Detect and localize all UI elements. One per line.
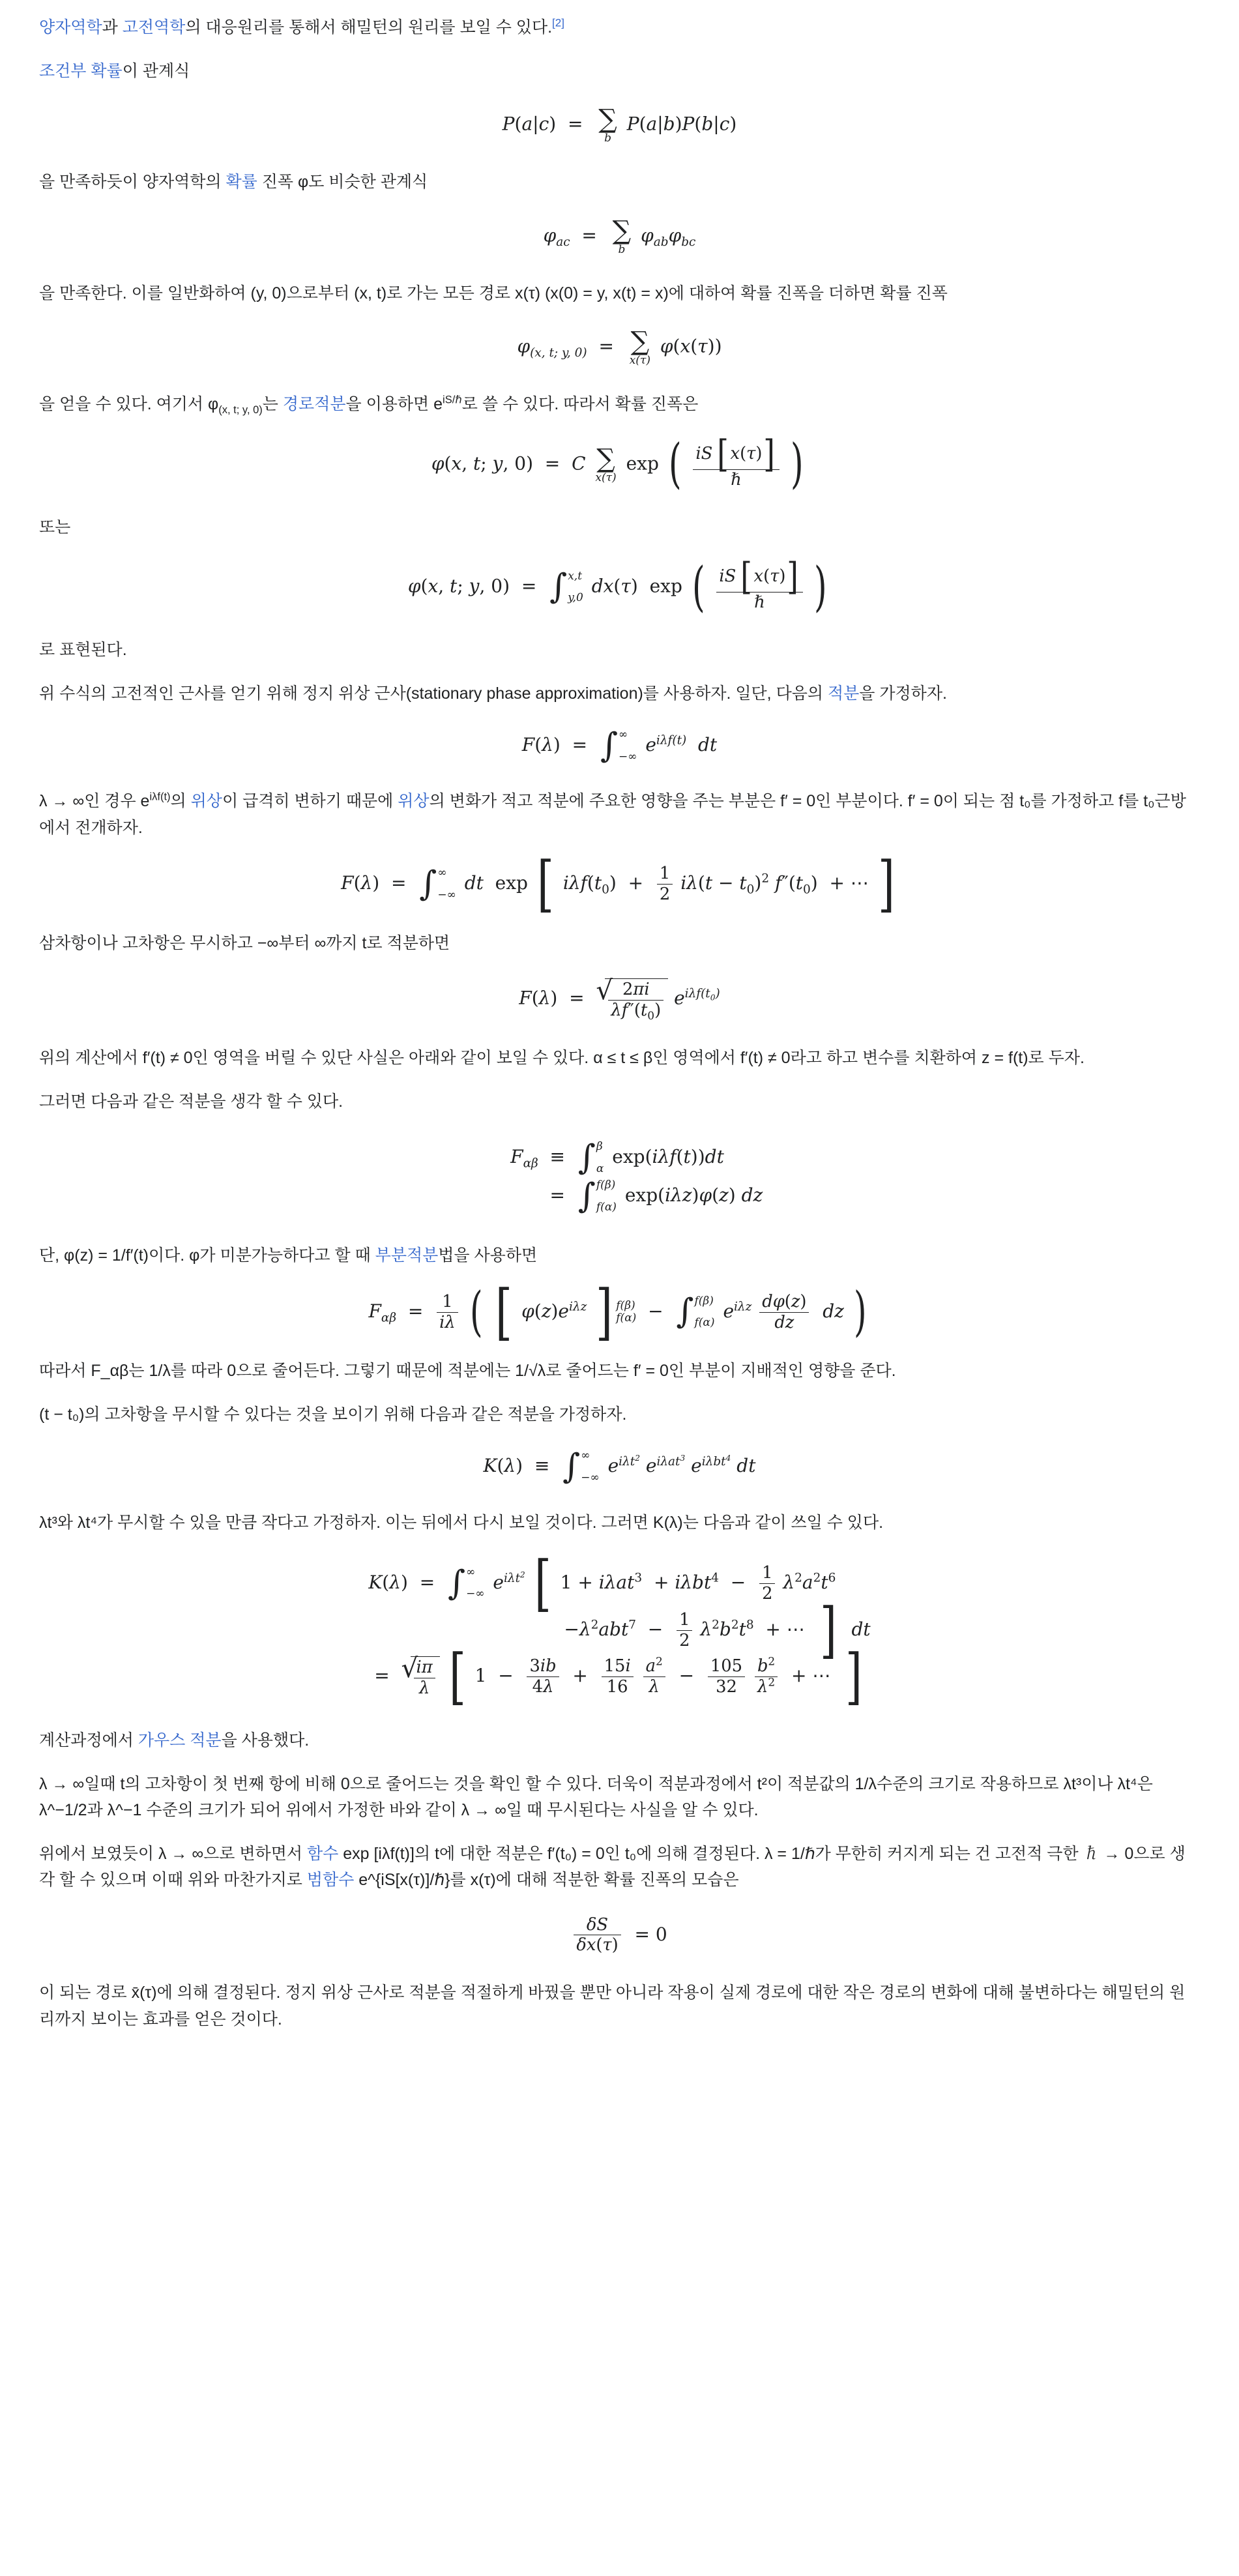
paragraph-16: λt³와 λt⁴가 무시할 수 있을 만큼 작다고 가정하자. 이는 뒤에서 다시 보일 것이다. 그러면 K(λ)는 다음과 같이 쓰일 수 있다. — [39, 1513, 884, 1532]
paragraph-4: 을 만족한다. 이를 일반화하여 (y, 0)으로부터 (x, t)로 가는 모든 경로 x(τ) (x(0) = y, x(t) = x)에 대하여 확률 진폭을 더하면 확률 진폭 — [39, 284, 948, 302]
paragraph-2 — [39, 58, 1200, 85]
paragraph-5-subscript: (x, t; y, 0) — [218, 404, 263, 416]
equation-3: $\varphi_{(x, t; y, 0)}$ = ∑ x(τ) φ(x(τ)) — [517, 327, 722, 367]
paragraph-8 — [39, 681, 1200, 707]
reference-link-2[interactable]: [2] — [552, 16, 564, 29]
equation-13: $\frac{\delta S}{\delta x(\tau)}$ = 0 — [39, 1916, 1200, 1955]
paragraph-13 — [39, 1242, 1200, 1269]
paragraph-19 — [39, 1841, 1200, 1894]
link-functional[interactable]: 범함수 — [306, 1871, 355, 1890]
paragraph-20: 이 되는 경로 x̄(τ)에 의해 결정된다. 정지 위상 근사로 적분을 적절하게 바꿨을 뿐만 아니라 작용이 실제 경로에 대한 작은 경로의 변화에 대해 불변하다는 해밀턴의 원리까지 보이는 효과를 얻은 것이다. — [39, 1983, 1186, 2028]
link-probability[interactable]: 확률 — [226, 173, 257, 191]
equation-9: $F_{\alpha\beta}$ ≡ ∫ β α exp(iλf(t))dt = ∫ f(β) f(α) exp(iλz)φ(z) dz — [510, 1137, 763, 1216]
equation-4: φ(x, t; y, 0) = C ∑ x(τ) exp ( $\frac{iS [x(\tau)]}{\text{ℏ}}$ ) — [431, 432, 804, 495]
paragraph-5-exponent: iS/ℏ — [443, 394, 462, 406]
paragraph-19-text-c: e^{iS[x(τ)]/ℏ}를 x(τ)에 대해 적분한 확률 진폭의 모습은 — [354, 1871, 739, 1890]
link-conditional-probability[interactable]: 조건부 확률 — [39, 61, 123, 80]
paragraph-10: 삼차항이나 고차항은 무시하고 −∞부터 ∞까지 t로 적분하면 — [39, 933, 450, 952]
equation-11: K(λ) ≡ ∫ ∞ −∞ $e^{i\lambda t^2}$ $e^{i\lambda at^3}$ $e^{i\lambda bt^4}$ dt — [483, 1447, 756, 1487]
paragraph-9-text-d: 의 변화가 적고 적분에 주요한 영향을 주는 부분은 f′ = 0인 부분이다. f′ = 0이 되는 점 t₀를 가정하고 f를 t₀근방에서 전개하자. — [39, 792, 1186, 837]
paragraph-3-text-b: 진폭 φ도 비슷한 관계식 — [257, 173, 428, 191]
paragraph-5-text-c: 을 이용하면 e — [345, 395, 443, 413]
paragraph-1 — [39, 14, 1200, 41]
paragraph-3-text-a: 을 만족하듯이 양자역학의 — [39, 173, 226, 191]
link-path-integral[interactable]: 경로적분 — [282, 395, 346, 413]
equation-6: F(λ) = ∫ ∞ −∞ $e^{i\lambda f(t)}$ dt — [521, 725, 718, 765]
paragraph-5 — [39, 391, 1200, 418]
paragraph-5-text-a: 을 얻을 수 있다. 여기서 φ — [39, 395, 219, 413]
equation-1: P(a|c) = ∑ b P(a|b)P(b|c) — [502, 104, 737, 145]
equation-12: K(λ) = ∫ ∞ −∞ $e^{i\lambda t^2}$ [ 1 + iλat$^3$ + iλbt$^4$ − $\frac{1}{2}$ $\lambda^2a^2t^6$ $-\lambda^2abt^7$ − $\frac{1}{2}$ $\lambda^2b^2t^8$ + ⋯ ] dt = √ $\frac{i\pi}{\lambda}$ [ 1 − $\frac{3ib}{4\lambda}$ + $\frac{15i}{16}$ $\frac{a^2}{\lambda}$ − $\frac{105}{32}$ $\frac{b^2}{\lambda^2}$ + ⋯ ] — [39, 1558, 1200, 1703]
paragraph-11: 위의 계산에서 f′(t) ≠ 0인 영역을 버릴 수 있단 사실은 아래와 같이 보일 수 있다. α ≤ t ≤ β인 영역에서 f′(t) ≠ 0라고 하고 변수를 치환하여 z = f(t)로 두자. — [39, 1049, 1085, 1068]
paragraph-9-text-b: 의 — [170, 792, 191, 811]
paragraph-19-text-a: 위에서 보였듯이 λ → ∞으로 변하면서 — [39, 1844, 307, 1863]
paragraph-1-text-b: 의 대응원리를 통해서 해밀턴의 원리를 보일 수 있다. — [185, 18, 553, 37]
paragraph-9-text-c: 이 급격히 변하기 때문에 — [222, 792, 398, 811]
paragraph-13-text-a: 단, φ(z) = 1/f′(t)이다. φ가 미분가능하다고 할 때 — [39, 1246, 375, 1265]
paragraph-1-text-a: 과 — [102, 18, 123, 37]
link-classical-mechanics[interactable]: 고전역학 — [122, 18, 186, 37]
paragraph-9-text-a: λ → ∞인 경우 e — [39, 792, 150, 811]
paragraph-6: 또는 — [39, 518, 71, 536]
paragraph-17 — [39, 1727, 1200, 1754]
link-phase-2[interactable]: 위상 — [398, 792, 430, 811]
link-phase-1[interactable]: 위상 — [190, 792, 222, 811]
paragraph-12: 그러면 다음과 같은 적분을 생각 할 수 있다. — [39, 1092, 343, 1111]
paragraph-19-text-b: exp [iλf(t)]의 t에 대한 적분은 f′(t₀) = 0인 t₀에 의해 결정된다. λ = 1/ℏ가 무한히 커지게 되는 건 고전적 극한 ℏ → 0으로 생각 할 수 있으며 이때 위와 마찬가지로 — [39, 1844, 1186, 1890]
equation-7: F(λ) = ∫ ∞ −∞ dt exp [ $i\lambda f(t_0)$ + $\frac{1}{2}$ $i\lambda(t - t_0)^2$ $f''(t_0)$ + ⋯ ] — [341, 849, 895, 920]
paragraph-9 — [39, 788, 1200, 841]
paragraph-13-text-b: 법을 사용하면 — [438, 1246, 538, 1265]
paragraph-2-text: 이 관계식 — [122, 61, 190, 80]
reference-marker-2[interactable] — [552, 17, 564, 29]
link-quantum-mechanics[interactable]: 양자역학 — [39, 18, 102, 37]
link-gaussian-integral[interactable]: 가우스 적분 — [138, 1731, 222, 1750]
paragraph-8-text-b: 을 가정하자. — [859, 684, 947, 703]
paragraph-5-text-b: 는 — [262, 395, 283, 413]
link-integration-by-parts[interactable]: 부분적분 — [375, 1246, 439, 1265]
paragraph-17-text-b: 을 사용했다. — [221, 1731, 310, 1750]
equation-10: $F_{\alpha\beta}$ = $\frac{1}{i\lambda}$ ( [ $\varphi(z)e^{i\lambda z}$ ] f(β) f(α) − ∫ f(β) f(α) $e^{i\lambda z}$ $\frac{d\varphi(z)}{dz}$ dz ) — [368, 1276, 867, 1347]
paragraph-8-text-a: 위 수식의 고전적인 근사를 얻기 위해 정지 위상 근사(stationary phase approximation)를 사용하자. 일단, 다음의 — [39, 684, 828, 703]
paragraph-18: λ → ∞일때 t의 고차항이 첫 번째 항에 비해 0으로 줄어드는 것을 확인 할 수 있다. 더욱이 적분과정에서 t²이 적분값의 1/λ수준의 크기로 작용하므로 λt³이나 λt⁴은 λ^−1/2과 λ^−1 수준의 크기가 되어 위에서 가정한 바와 같이 λ → ∞일 때 무시된다는 사실을 알 수 있다. — [39, 1774, 1153, 1820]
equation-8: F(λ) = √ $\frac{2\pi i}{\lambda f''(t_0)}$ $e^{i\lambda f(t_0)}$ — [39, 978, 1200, 1020]
paragraph-5-text-d: 로 쓸 수 있다. 따라서 확률 진폭은 — [461, 395, 699, 413]
link-function[interactable]: 함수 — [306, 1844, 339, 1863]
paragraph-7: 로 표현된다. — [39, 641, 127, 660]
equation-2: $\varphi_{ac}$ = ∑ b $\varphi_{ab}\varphi_{bc}$ — [543, 215, 696, 256]
paragraph-3 — [39, 169, 1200, 196]
paragraph-15: (t − t₀)의 고차항을 무시할 수 있다는 것을 보이기 위해 다음과 같은 적분을 가정하자. — [39, 1405, 627, 1424]
paragraph-17-text-a: 계산과정에서 — [39, 1731, 138, 1750]
link-integral[interactable]: 적분 — [827, 684, 860, 703]
paragraph-14: 따라서 F_αβ는 1/λ를 따라 0으로 줄어든다. 그렇기 때문에 적분에는 1/√λ로 줄어드는 f′ = 0인 부분이 지배적인 영향을 준다. — [39, 1362, 896, 1381]
equation-5: φ(x, t; y, 0) = ∫ x,t y,0 dx(τ) exp ( $\frac{iS [x(\tau)]}{\text{ℏ}}$ ) — [407, 555, 828, 618]
paragraph-9-exponent: iλf(t) — [149, 791, 171, 803]
